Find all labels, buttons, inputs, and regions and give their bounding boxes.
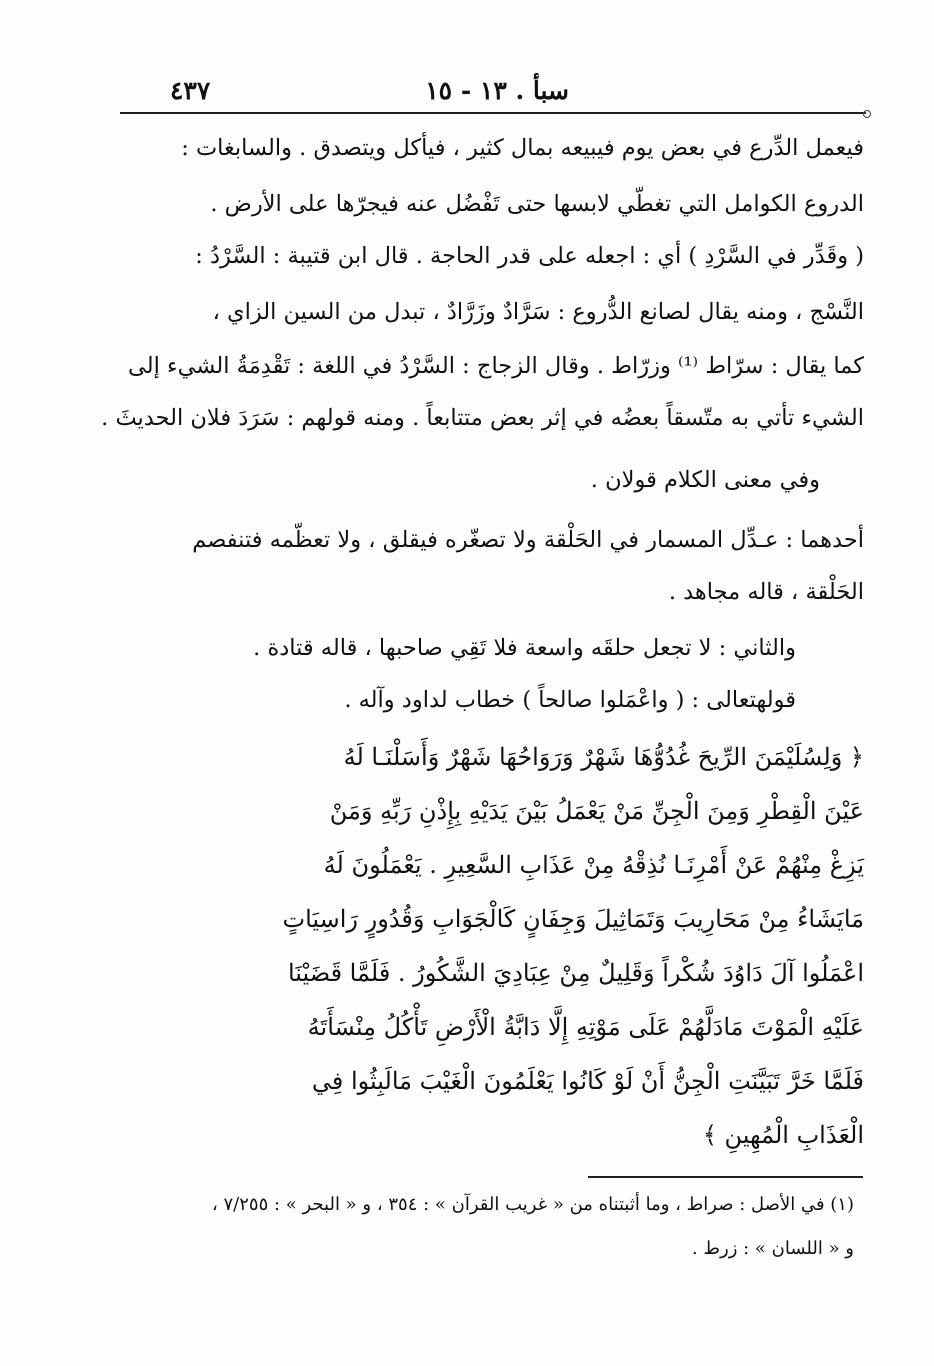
header-rule [120, 112, 866, 114]
verse-line: عَيْنَ الْقِطْرِ وَمِنَ الْجِنِّ مَنْ يَعْمَلُ بَيْنَ يَدَيْهِ بِإِذْنِ رَبِّهِ وَمَنْ [329, 797, 864, 825]
page-header [122, 66, 864, 108]
text-line: وفي معنى الكلام قولان . [590, 467, 820, 493]
verse-line: اعْمَلُوا آلَ دَاوُدَ شُكْراً وَقَلِيلٌ مِنْ عِبَادِيَ الشَّكُورُ . فَلَمَّا قَضَيْنَا [287, 959, 864, 987]
text-line: النَّسْج ، ومنه يقال لصانع الدُّروع : سَرَّادٌ وزَرَّادٌ ، تبدل من السين الزاي ، [212, 299, 864, 325]
footnote-rule [588, 1176, 863, 1178]
verse-line: عَلَيْهِ الْمَوْتَ مَادَلَّهُمْ عَلَى مَوْتِهِ إِلَّا دَابَّةُ الْأَرْضِ تَأْكُلُ مِنْسَأَتَهُ [307, 1013, 864, 1041]
verse-line: ﴿ وَلِسُلَيْمَنَ الرِّيحَ غُدُوُّهَا شَهْرٌ وَرَوَاحُهَا شَهْرٌ وَأَسَلْنَـا لَهُ [343, 743, 864, 771]
verse-line: فَلَمَّا خَرَّ تَبَيَّنَتِ الْجِنُّ أَنْ لَوْ كَانُوا يَعْلَمُونَ الْغَيْبَ مَالَبِثُوا فِي [311, 1067, 864, 1095]
text-line: ( وقَدِّر في السَّرْدِ ) أي : اجعله على قدر الحاجة . قال ابن قتيبة : السَّرْدُ : [195, 243, 864, 269]
text-line: الشيء تأتي به متّسقاً بعضُه في إثر بعض متتابعاً . ومنه قولهم : سَرَدَ فلان الحديثَ . [101, 405, 864, 431]
text-line: والثاني : لا تجعل حلقَه واسعة فلا تَقِي صاحبها ، قاله قتادة . [253, 635, 796, 661]
text-line: الدروع الكوامل التي تغطّي لابسها حتى تَفْضُل عنه فيجرّها على الأرض . [210, 191, 864, 217]
text-line: الحَلْقة ، قاله مجاهد . [668, 579, 864, 605]
verse-line: يَزِغْ مِنْهُمْ عَنْ أَمْرِنَـا نُذِقْهُ مِنْ عَذَابِ السَّعِيرِ . يَعْمَلُونَ لَهُ [323, 851, 864, 879]
text-line: أحدهما : عـدِّل المسمار في الحَلْقة ولا تصغّره فيقلق ، ولا تعظّمه فتنفصم [192, 527, 864, 553]
footnote-line: (١) في الأصل : صراط ، وما أثبتناه من « غريب القرآن » : ٣٥٤ ، و « البحر » : ٧/٢٥٥ ، [211, 1194, 854, 1215]
text-line: كما يقال : سرّاط ⁽¹⁾ وزرّاط . وقال الزجاج : السَّرْدُ في اللغة : تَقْدِمَةُ الشيء إلى [128, 353, 864, 379]
verse-line: الْعَذَابِ الْمُهِينِ ﴾ [702, 1121, 864, 1149]
verse-line: مَايَشَاءُ مِنْ مَحَارِيبَ وَتَمَاثِيلَ وَجِفَانٍ كَالْجَوَابِ وَقُدُورٍ رَاسِيَاتٍ [282, 905, 864, 933]
text-line: قولهتعالى : ( واعْمَلوا صالحاً ) خطاب لداود وآله . [344, 687, 796, 713]
text-line: فيعمل الدِّرع في بعض يوم فيبيعه بمال كثير ، فيأكل ويتصدق . والسابغات : [181, 135, 864, 161]
body-text [101, 135, 864, 1175]
running-title: سبأ . ١٣ - ١٥ [425, 76, 569, 105]
footnote-line: و « اللسان » : زرط . [691, 1238, 854, 1259]
page-number: ٤٣٧ [170, 76, 211, 105]
